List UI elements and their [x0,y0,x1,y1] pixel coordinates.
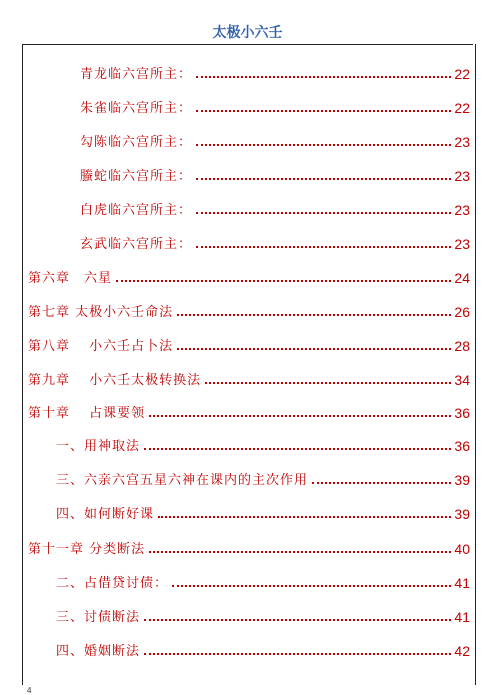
toc-entry[interactable] [56,434,470,454]
toc-entry[interactable] [56,571,470,591]
document-header-title: 太极小六壬 [212,25,283,41]
toc-entry[interactable] [56,605,470,625]
toc-entry[interactable] [80,164,470,184]
toc-dot-leader [116,280,451,282]
toc-dot-leader [149,551,451,553]
toc-entry-page-number: 24 [454,270,470,286]
toc-entry[interactable] [80,96,470,116]
toc-entry-title: 四、如何断好课 [56,507,155,522]
toc-entry-page-number: 41 [454,575,470,591]
toc-entry-title: 白虎临六宫所主： [80,203,193,218]
toc-dot-leader [196,246,451,248]
toc-entry-title: 螣蛇临六宫所主： [80,169,193,184]
toc-entry-title: 第十章 占课要领 [28,406,146,421]
toc-entry[interactable] [28,368,470,388]
toc-dot-leader [177,348,451,350]
toc-dot-leader [144,619,451,621]
toc-dot-leader [172,585,451,587]
toc-entry-page-number: 36 [454,405,470,421]
toc-entry-page-number: 23 [454,202,470,218]
toc-dot-leader [144,653,451,655]
toc-entry-page-number: 26 [454,304,470,320]
toc-entry-title: 三、讨债断法 [56,610,141,625]
toc-entry-page-number: 40 [454,541,470,557]
toc-entry[interactable] [80,198,470,218]
toc-entry-page-number: 22 [454,66,470,82]
toc-dot-leader [177,314,451,316]
toc-entry-page-number: 23 [454,236,470,252]
toc-dot-leader [158,516,451,518]
toc-entry-title: 三、六亲六宫五星六神在课内的主次作用 [56,473,309,488]
toc-entry-title: 第八章 小六壬占卜法 [28,339,174,354]
toc-entry[interactable] [28,300,470,320]
toc-dot-leader [196,76,451,78]
toc-entry[interactable] [56,468,470,488]
toc-entry-title: 第七章 太极小六壬命法 [28,305,174,320]
toc-entry-title: 第九章 小六壬太极转换法 [28,373,202,388]
toc-entry-title: 第六章 六星 [28,271,113,286]
toc-entry-title: 四、婚姻断法 [56,644,141,659]
toc-entry-title: 朱雀临六宫所主： [80,101,193,116]
toc-entry-title: 青龙临六宫所主： [80,67,193,82]
toc-dot-leader [196,144,451,146]
toc-entry-page-number: 41 [454,609,470,625]
toc-entry-title: 勾陈临六宫所主： [80,135,193,150]
toc-entry-title: 玄武临六宫所主： [80,237,193,252]
toc-entry-page-number: 39 [454,506,470,522]
toc-entry-page-number: 22 [454,100,470,116]
toc-dot-leader [205,382,451,384]
toc-entry[interactable] [28,537,470,557]
toc-entry[interactable] [28,266,470,286]
toc-entry-page-number: 42 [454,643,470,659]
toc-dot-leader [149,415,451,417]
toc-dot-leader [196,110,451,112]
toc-entry-title: 第十一章 分类断法 [28,542,146,557]
page-number: 4 [27,686,32,695]
toc-entry-title: 一、用神取法 [56,439,141,454]
toc-dot-leader [196,178,451,180]
toc-entry[interactable] [80,232,470,252]
toc-entry[interactable] [80,130,470,150]
toc-dot-leader [312,482,451,484]
toc-entry-page-number: 23 [454,168,470,184]
toc-entry-page-number: 28 [454,338,470,354]
toc-dot-leader [144,448,451,450]
toc-entry-page-number: 23 [454,134,470,150]
toc-entry[interactable] [56,639,470,659]
toc-entry-page-number: 36 [454,438,470,454]
toc-entry[interactable] [56,502,470,522]
toc-entry[interactable] [28,334,470,354]
toc-entry-page-number: 34 [454,372,470,388]
toc-entry-page-number: 39 [454,472,470,488]
toc-entry-title: 二、占借贷讨债： [56,576,169,591]
toc-dot-leader [196,212,451,214]
toc-entry[interactable] [80,62,470,82]
toc-entry[interactable] [28,401,470,421]
